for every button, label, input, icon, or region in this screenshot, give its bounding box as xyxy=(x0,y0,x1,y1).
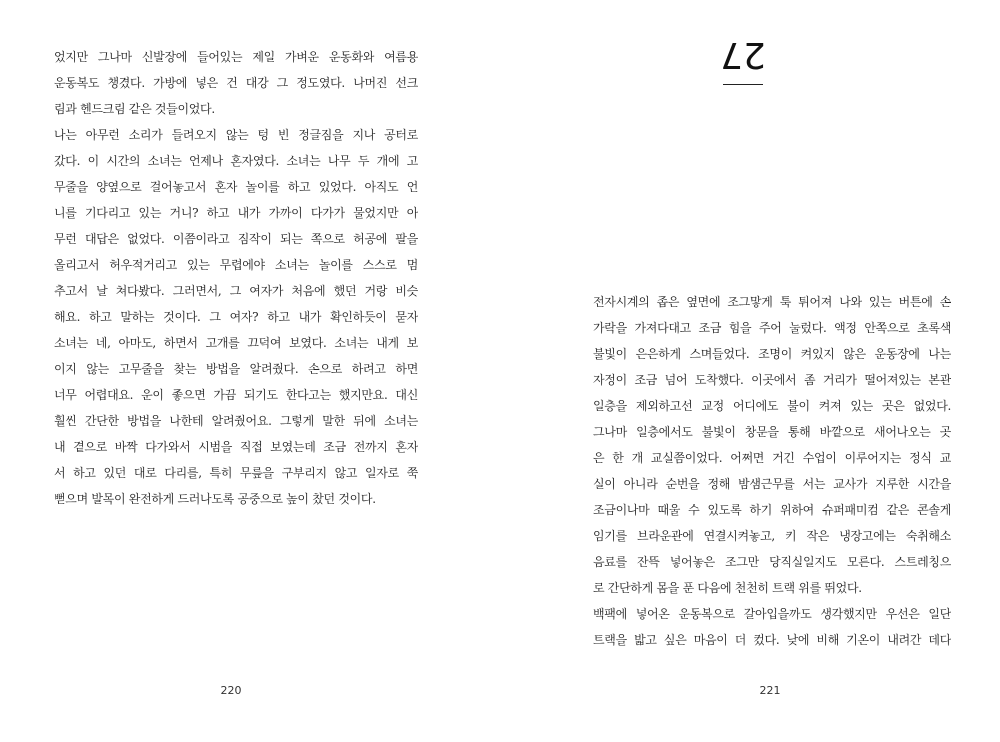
text-line: 무런 대답은 없었다. 이쯤이라고 짐작이 되는 쪽으로 허공에 팔을 xyxy=(54,232,418,246)
right-page xyxy=(500,0,1000,742)
text-line: 너무 어렵대요. 운이 좋으면 가끔 되기도 한다고는 했지만요. 대신 xyxy=(54,388,418,402)
chapter-rule xyxy=(723,84,763,85)
page-number: 220 xyxy=(220,684,242,697)
chapter-number: 27 xyxy=(720,34,766,75)
text-line: 그나마 일층에서도 불빛이 창문을 통해 바깥으로 새어나오는 곳 xyxy=(593,425,951,439)
text-line: 추고서 날 쳐다봤다. 그러면서, 그 여자가 처음에 했던 거랑 비슷 xyxy=(54,284,418,298)
text-line: 은 한 개 교실쯤이었다. 어쩌면 거긴 수업이 이루어지는 정식 교 xyxy=(593,451,951,465)
text-line: 트랙을 밟고 싶은 마음이 더 컸다. 낮에 비해 기온이 내려간 데다 xyxy=(593,633,951,647)
text-line: 해요. 하고 말하는 것이다. 그 여자? 하고 내가 확인하듯이 묻자 xyxy=(54,310,418,324)
left-page-body-text xyxy=(54,44,418,512)
text-line: 무줄을 양옆으로 걸어놓고서 혼자 놀이를 하고 있었다. 아직도 언 xyxy=(54,180,418,194)
text-line: 백팩에 넣어온 운동복으로 갈아입을까도 생각했지만 우선은 일단 xyxy=(593,607,951,621)
text-line: 음료를 잔뜩 넣어놓은 조그만 당직실일지도 모른다. 스트레칭으 xyxy=(593,555,951,569)
text-line: 서 하고 있던 대로 다리를, 특히 무릎을 구부리지 않고 일자로 쭉 xyxy=(54,466,418,480)
text-line: 니를 기다리고 있는 거니? 하고 내가 가까이 다가가 물었지만 아 xyxy=(54,206,418,220)
text-line: 나는 아무런 소리가 들려오지 않는 텅 빈 정글짐을 지나 공터로 xyxy=(54,128,418,142)
page-number: 221 xyxy=(759,684,781,697)
text-line: 훨씬 간단한 방법을 나한테 알려줬어요. 그렇게 말한 뒤에 소녀는 xyxy=(54,414,418,428)
text-line: 일층을 제외하고선 교정 어디에도 불이 켜져 있는 곳은 없었다. xyxy=(593,399,951,413)
text-line: 뻗으며 발목이 완전하게 드러나도록 공중으로 높이 찼던 것이다. xyxy=(54,492,376,506)
text-line: 림과 헨드크림 같은 것들이었다. xyxy=(54,102,215,116)
right-page-body-text xyxy=(593,289,951,653)
text-line: 조금이나마 때울 수 있도록 하기 위하여 슈퍼패미컴 같은 콘솔게 xyxy=(593,503,951,517)
text-line: 올리고서 허우적거리고 있는 무렵에야 소녀는 놀이를 스스로 멈 xyxy=(54,258,418,272)
text-line: 갔다. 이 시간의 소녀는 언제나 혼자였다. 소녀는 나무 두 개에 고 xyxy=(54,154,418,168)
text-line: 었지만 그나마 신발장에 들어있는 제일 가벼운 운동화와 여름용 xyxy=(54,50,418,64)
text-line: 운동복도 챙겼다. 가방에 넣은 건 대강 그 정도였다. 나머진 선크 xyxy=(54,76,418,90)
text-line: 전자시계의 좁은 옆면에 조그맣게 툭 튀어져 나와 있는 버튼에 손 xyxy=(593,295,951,309)
text-line: 실이 아니라 순번을 정해 밤샘근무를 서는 교사가 지루한 시간을 xyxy=(593,477,951,491)
text-line: 로 간단하게 몸을 푼 다음에 천천히 트랙 위를 뛰었다. xyxy=(593,581,862,595)
text-line: 가락을 가져다대고 조금 힘을 주어 눌렀다. 액정 안쪽으로 초록색 xyxy=(593,321,951,335)
text-line: 자정이 조금 넘어 도착했다. 이곳에서 좀 거리가 떨어져있는 본관 xyxy=(593,373,951,387)
text-line: 임기를 브라운관에 연결시켜놓고, 키 작은 냉장고에는 숙취해소 xyxy=(593,529,951,543)
text-line: 내 곁으로 바짝 다가와서 시범을 직접 보였는데 조금 전까지 혼자 xyxy=(54,440,418,454)
text-line: 불빛이 은은하게 스며들었다. 조명이 켜있지 않은 운동장에 나는 xyxy=(593,347,951,361)
text-line: 소녀는 네, 아마도, 하면서 고개를 끄덕여 보였다. 소녀는 내게 보 xyxy=(54,336,418,350)
text-line: 이지 않는 고무줄을 찾는 방법을 알려줬다. 손으로 하려고 하면 xyxy=(54,362,418,376)
chapter-heading xyxy=(720,32,766,85)
